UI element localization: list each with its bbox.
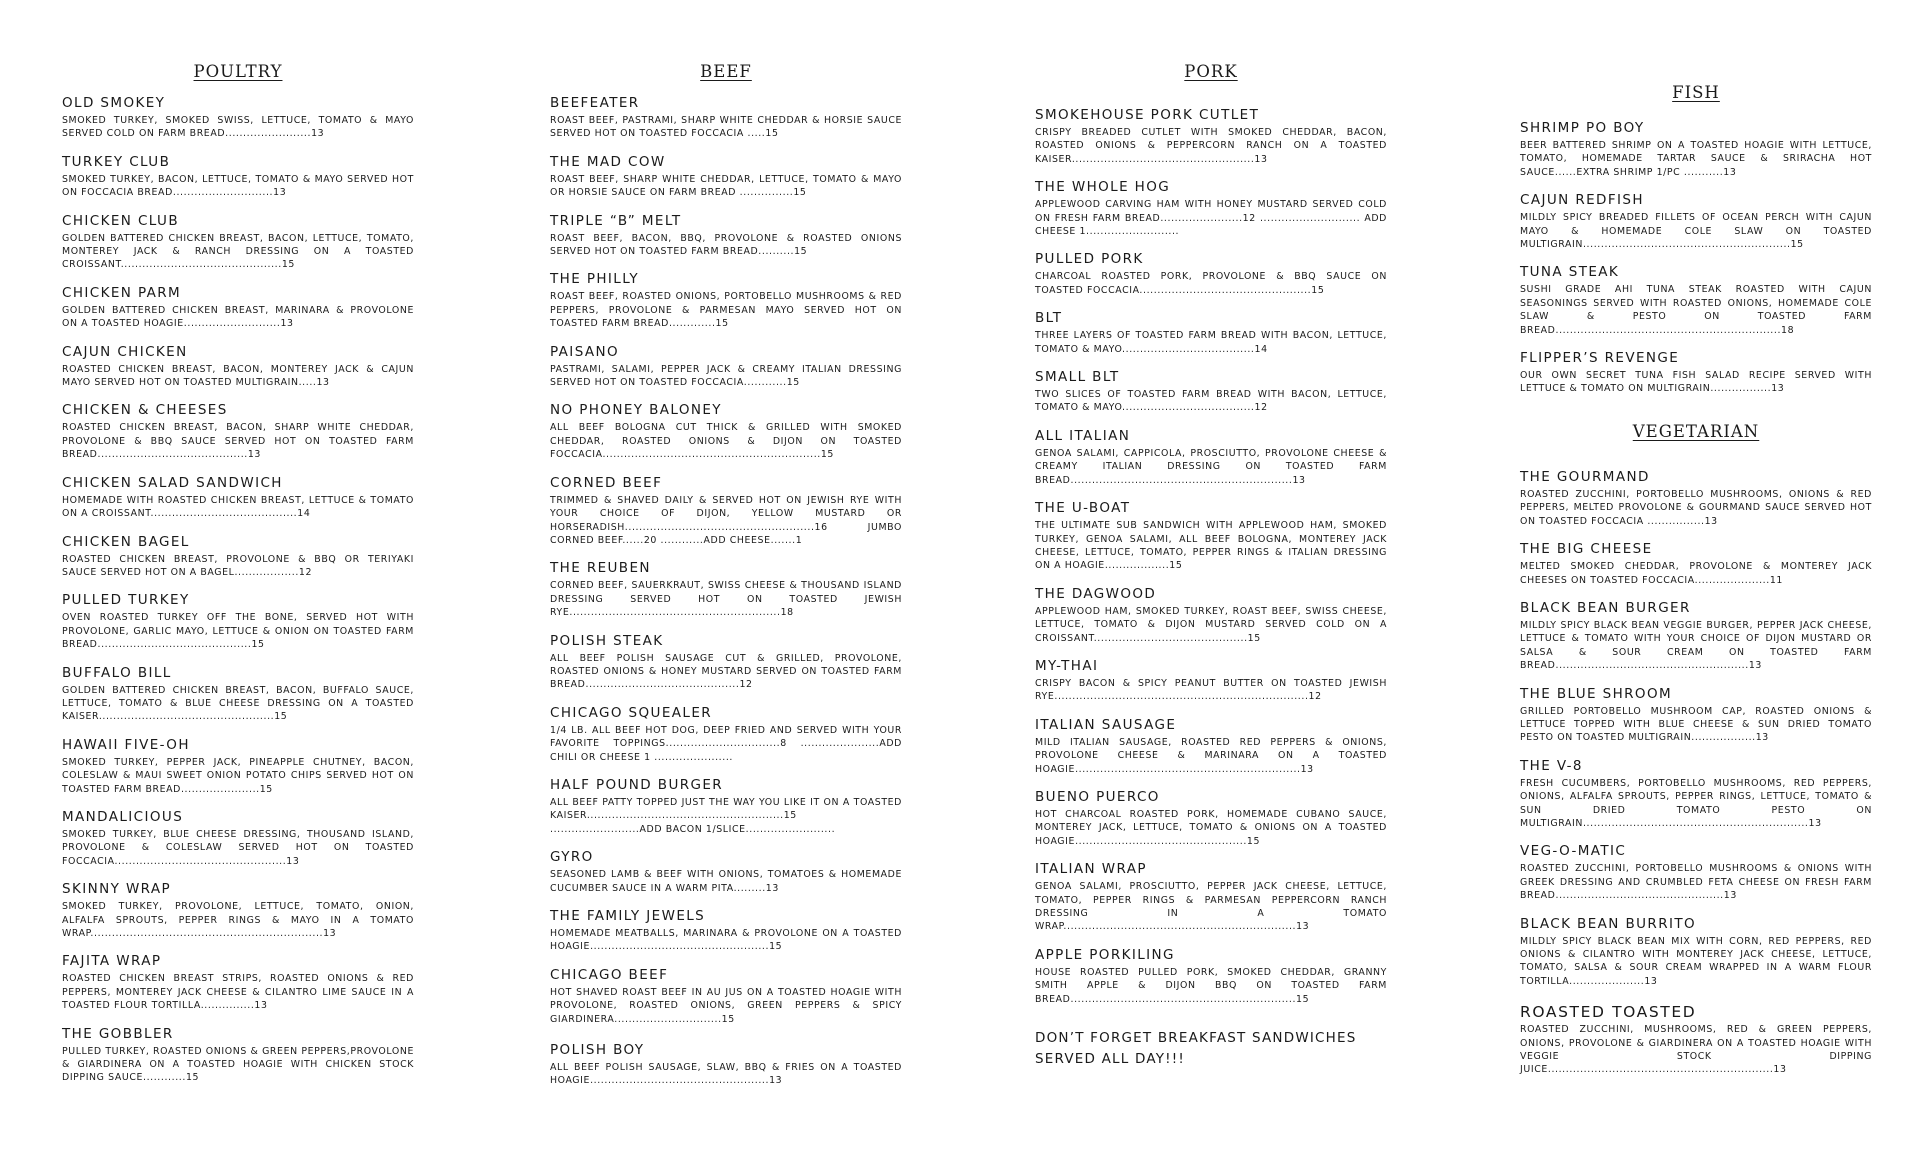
- menu-item: [550, 849, 902, 895]
- menu-item-name: BLT: [1035, 310, 1063, 327]
- menu-item: [1520, 469, 1872, 528]
- menu-item-description: ROASTED ZUCCHINI, PORTOBELLO MUSHROOMS & ONIONS WITH GREEK DRESSING AND CRUMBLED FETA CHEESE ON FRESH FARM BREAD...............................................13: [1520, 863, 1872, 902]
- menu-item-name: TRIPLE “B” MELT: [550, 212, 682, 229]
- menu-item: [1520, 686, 1872, 745]
- menu-item-description: MILDLY SPICY BLACK BEAN VEGGIE BURGER, PEPPER JACK CHEESE, LETTUCE & TOMATO WITH YOUR CHOICE OF DIJON MUSTARD OR SALSA & SOUR CREAM ON TOASTED FARM BREAD......................................................13: [1520, 619, 1872, 672]
- menu-item: [550, 967, 902, 1026]
- menu-item-name: CAJUN REDFISH: [1520, 192, 1644, 209]
- menu-column-beef: [550, 62, 902, 1101]
- menu-item-name: GYRO: [550, 849, 594, 866]
- menu-item: [1520, 1004, 1872, 1077]
- menu-item: [1520, 120, 1872, 179]
- menu-item-description: ROAST BEEF, SHARP WHITE CHEDDAR, LETTUCE, TOMATO & MAYO OR HORSIE SAUCE ON FARM BREAD ...............15: [550, 173, 902, 199]
- menu-item-name: POLISH BOY: [550, 1042, 645, 1059]
- menu-item-name: CHICKEN CLUB: [62, 212, 179, 229]
- menu-item-description: GENOA SALAMI, CAPPICOLA, PROSCIUTTO, PROVOLONE CHEESE & CREAMY ITALIAN DRESSING ON TOASTED FARM BREAD..............................................................13: [1035, 447, 1387, 486]
- menu-item-description: SEASONED LAMB & BEEF WITH ONIONS, TOMATOES & HOMEMADE CUCUMBER SAUCE IN A WARM PITA.........13: [550, 869, 902, 894]
- menu-item: [62, 534, 414, 580]
- menu-item: [550, 95, 902, 141]
- menu-item-description: BEER BATTERED SHRIMP ON A TOASTED HOAGIE WITH LETTUCE, TOMATO, HOMEMADE TARTAR SAUCE & SRIRACHA HOT SAUCE......EXTRA SHRIMP 1/PC ...........13: [1520, 140, 1872, 178]
- menu-item-description: SMOKED TURKEY, PROVOLONE, LETTUCE, TOMATO, ONION, ALFALFA SPROUTS, PEPPER RINGS & MAYO IN A TOMATO WRAP.................................................................13: [62, 901, 414, 939]
- menu-item-description: TWO SLICES OF TOASTED FARM BREAD WITH BACON, LETTUCE, TOMATO & MAYO.....................................12: [1035, 389, 1387, 414]
- menu-item: [1520, 541, 1872, 587]
- menu-item-name: BLACK BEAN BURGER: [1520, 599, 1691, 616]
- menu-item-name: BLACK BEAN BURRITO: [1520, 915, 1697, 932]
- menu-item-description: SMOKED TURKEY, BLUE CHEESE DRESSING, THOUSAND ISLAND, PROVOLONE & COLESLAW SERVED HOT ON TOASTED FOCCACIA................................................13: [62, 828, 414, 867]
- menu-item-description: OVEN ROASTED TURKEY OFF THE BONE, SERVED HOT WITH PROVOLONE, GARLIC MAYO, LETTUCE & ONION ON TOASTED FARM BREAD...........................................15: [62, 612, 414, 651]
- menu-item: [1520, 264, 1872, 337]
- menu-item-description: GOLDEN BATTERED CHICKEN BREAST, BACON, LETTUCE, TOMATO, MONTEREY JACK & RANCH DRESSING ON A TOASTED CROISSANT.............................................15: [62, 232, 414, 271]
- menu-item-name: PULLED PORK: [1035, 251, 1144, 268]
- menu-item-description: CRISPY BREADED CUTLET WITH SMOKED CHEDDAR, BACON, ROASTED ONIONS & PEPPERCORN RANCH ON A TOASTED KAISER...................................................13: [1035, 127, 1387, 165]
- menu-item-description: THE ULTIMATE SUB SANDWICH WITH APPLEWOOD HAM, SMOKED TURKEY, GENOA SALAMI, ALL BEEF BOLOGNA, MONTEREY JACK CHEESE, LETTUCE, TOMATO, PEPPER RINGS & ITALIAN DRESSING ON A HOAGIE..................15: [1035, 520, 1387, 572]
- menu-item-description: FRESH CUCUMBERS, PORTOBELLO MUSHROOMS, RED PEPPERS, ONIONS, ALFALFA SPROUTS, PEPPER RINGS, LETTUCE, TOMATO & SUN DRIED TOMATO PESTO ON MULTIGRAIN...............................................................13: [1520, 777, 1872, 829]
- menu-item-name: SMOKEHOUSE PORK CUTLET: [1035, 107, 1260, 123]
- menu-item-name: BUFFALO BILL: [62, 664, 172, 681]
- menu-item: [550, 344, 902, 390]
- menu-item: [62, 475, 414, 521]
- menu-item: [62, 154, 414, 200]
- menu-item: [1035, 310, 1387, 356]
- section-title: POULTRY: [193, 62, 283, 81]
- menu-item-description: ALL BEEF PATTY TOPPED JUST THE WAY YOU LIKE IT ON A TOASTED KAISER.......................................................15 .........................ADD BACON 1/SLICE.........................: [550, 796, 902, 835]
- section-title: PORK: [1184, 62, 1238, 81]
- menu-item: [1520, 916, 1872, 989]
- menu-item-description: CORNED BEEF, SAUERKRAUT, SWISS CHEESE & THOUSAND ISLAND DRESSING SERVED HOT ON TOASTED JEWISH RYE...........................................................18: [550, 580, 902, 619]
- menu-item-description: ROASTED CHICKEN BREAST, BACON, SHARP WHITE CHEDDAR, PROVOLONE & BBQ SAUCE SERVED HOT ON TOASTED FARM BREAD..........................................13: [62, 422, 414, 461]
- menu-item-name: CORNED BEEF: [550, 474, 663, 491]
- menu-item-name: POLISH STEAK: [550, 632, 664, 649]
- menu-item: [1520, 600, 1872, 673]
- menu-item: [550, 213, 902, 259]
- menu-item-description: SUSHI GRADE AHI TUNA STEAK ROASTED WITH CAJUN SEASONINGS SERVED WITH ROASTED ONIONS, HOMEMADE COLE SLAW & PESTO ON TOASTED FARM BREAD...............................................................18: [1520, 284, 1872, 336]
- menu-item: [1520, 758, 1872, 831]
- menu-item: [550, 154, 902, 200]
- menu-item: [1035, 586, 1387, 645]
- menu-item-name: CHICAGO BEEF: [550, 966, 669, 983]
- breakfast-note: DON’T FORGET BREAKFAST SANDWICHES SERVED ALL DAY!!!: [1035, 1030, 1357, 1068]
- menu-item-name: THE GOBBLER: [62, 1025, 174, 1042]
- menu-item-name: ROASTED TOASTED: [1520, 1003, 1697, 1022]
- menu-item-name: BEEFEATER: [550, 95, 640, 111]
- menu-item-name: CHICKEN & CHEESES: [62, 402, 228, 419]
- menu-item-description: HOMEMADE MEATBALLS, MARINARA & PROVOLONE ON A TOASTED HOAGIE..................................................15: [550, 928, 902, 953]
- menu-item: [1035, 107, 1387, 166]
- menu-item-name: ALL ITALIAN: [1035, 427, 1131, 444]
- menu-item-name: THE GOURMAND: [1520, 468, 1650, 485]
- menu-item: [1035, 428, 1387, 487]
- menu-item-name: CHICKEN PARM: [62, 284, 182, 301]
- menu-item-name: THE U-BOAT: [1035, 500, 1131, 517]
- menu-item: [1035, 789, 1387, 848]
- menu-item: [550, 705, 902, 764]
- menu-item-description: SMOKED TURKEY, SMOKED SWISS, LETTUCE, TOMATO & MAYO SERVED COLD ON FARM BREAD........................13: [62, 115, 414, 140]
- menu-item: [62, 737, 414, 796]
- menu-item-name: CHICKEN SALAD SANDWICH: [62, 474, 283, 491]
- menu-item: [62, 1026, 414, 1085]
- menu-item-description: APPLEWOOD HAM, SMOKED TURKEY, ROAST BEEF, SWISS CHEESE, LETTUCE, TOMATO & DIJON MUSTARD SERVED COLD ON A CROISSANT...........................................15: [1035, 605, 1387, 644]
- menu-item-name: THE V-8: [1520, 757, 1583, 774]
- menu-item-description: ROASTED CHICKEN BREAST, PROVOLONE & BBQ OR TERIYAKI SAUCE SERVED HOT ON A BAGEL..................12: [62, 553, 414, 578]
- menu-item-description: HOT CHARCOAL ROASTED PORK, HOMEMADE CUBANO SAUCE, MONTEREY JACK, LETTUCE, TOMATO & ONIONS ON A TOASTED HOAGIE................................................15: [1035, 808, 1387, 847]
- menu-item-description: ALL BEEF POLISH SAUSAGE, SLAW, BBQ & FRIES ON A TOASTED HOAGIE..................................................13: [550, 1062, 902, 1087]
- menu-item-name: THE BLUE SHROOM: [1520, 685, 1673, 702]
- menu-item: [550, 560, 902, 619]
- menu-item-description: MELTED SMOKED CHEDDAR, PROVOLONE & MONTEREY JACK CHEESES ON TOASTED FOCCACIA.....................11: [1520, 561, 1872, 586]
- menu-item-name: THE BIG CHEESE: [1520, 541, 1653, 558]
- menu-item-name: MANDALICIOUS: [62, 808, 184, 825]
- menu-item: [550, 777, 902, 836]
- menu-item-name: ITALIAN WRAP: [1035, 861, 1147, 878]
- menu-item: [1520, 350, 1872, 396]
- menu-item-description: GOLDEN BATTERED CHICKEN BREAST, BACON, BUFFALO SAUCE, LETTUCE, TOMATO & BLUE CHEESE DRESSING ON A TOASTED KAISER.................................................15: [62, 684, 414, 723]
- menu-item-name: THE DAGWOOD: [1035, 585, 1157, 602]
- menu-item: [62, 953, 414, 1012]
- menu-item-name: THE WHOLE HOG: [1035, 179, 1171, 196]
- menu-item-name: SKINNY WRAP: [62, 881, 172, 898]
- menu-column-fish: [1520, 83, 1872, 1090]
- menu-item-description: MILDLY SPICY BLACK BEAN MIX WITH CORN, RED PEPPERS, RED ONIONS & CILANTRO WITH MONTEREY JACK CHEESE, LETTUCE, TOMATO, SALSA & SOUR CREAM WRAPPED IN A WARM FLOUR TORTILLA.....................13: [1520, 935, 1872, 987]
- menu-item: [1035, 947, 1387, 1006]
- menu-item-description: 1/4 LB. ALL BEEF HOT DOG, DEEP FRIED AND SERVED WITH YOUR FAVORITE TOPPINGS................................8 ......................ADD CHILI OR CHEESE 1 ......................: [550, 724, 902, 763]
- menu-item-name: FLIPPER’S REVENGE: [1520, 350, 1680, 367]
- menu-item-name: THE PHILLY: [550, 271, 639, 288]
- menu-item-name: PAISANO: [550, 343, 620, 360]
- section-title: VEGETARIAN: [1632, 421, 1760, 441]
- menu-item-description: ROAST BEEF, BACON, BBQ, PROVOLONE & ROASTED ONIONS SERVED HOT ON TOASTED FARM BREAD..........15: [550, 232, 902, 258]
- menu-item-description: CHARCOAL ROASTED PORK, PROVOLONE & BBQ SAUCE ON TOASTED FOCCACIA................................................15: [1035, 271, 1387, 296]
- menu-item: [1035, 717, 1387, 776]
- menu-item-name: CHICKEN BAGEL: [62, 533, 190, 550]
- menu-item-description: ROASTED CHICKEN BREAST, BACON, MONTEREY JACK & CAJUN MAYO SERVED HOT ON TOASTED MULTIGRAIN.....13: [62, 363, 414, 389]
- menu-item: [62, 402, 414, 461]
- menu-item-name: VEG-O-MATIC: [1520, 843, 1627, 860]
- menu-item-description: OUR OWN SECRET TUNA FISH SALAD RECIPE SERVED WITH LETTUCE & TOMATO ON MULTIGRAIN.................13: [1520, 370, 1872, 395]
- menu-item-name: MY-THAI: [1035, 657, 1099, 674]
- menu-item: [550, 633, 902, 692]
- menu-item: [62, 592, 414, 651]
- menu-item-name: HAWAII FIVE-OH: [62, 736, 190, 753]
- menu-item-description: ALL BEEF BOLOGNA CUT THICK & GRILLED WITH SMOKED CHEDDAR, ROASTED ONIONS & DIJON ON TOASTED FOCCACIA.............................................................15: [550, 422, 902, 461]
- menu-item-name: CHICAGO SQUEALER: [550, 704, 713, 721]
- menu-item-description: HOMEMADE WITH ROASTED CHICKEN BREAST, LETTUCE & TOMATO ON A CROISSANT.........................................14: [62, 494, 414, 520]
- menu-item: [62, 809, 414, 868]
- menu-item-name: SMALL BLT: [1035, 369, 1120, 386]
- menu-item-description: GOLDEN BATTERED CHICKEN BREAST, MARINARA & PROVOLONE ON A TOASTED HOAGIE...........................13: [62, 304, 414, 330]
- menu-item-description: ROASTED CHICKEN BREAST STRIPS, ROASTED ONIONS & RED PEPPERS, MONTEREY JACK CHEESE & CILANTRO LIME SAUCE IN A TOASTED FLOUR TORTILLA...............13: [62, 973, 414, 1012]
- menu-item-name: HALF POUND BURGER: [550, 776, 724, 793]
- menu-item-description: TRIMMED & SHAVED DAILY & SERVED HOT ON JEWISH RYE WITH YOUR CHOICE OF DIJON, YELLOW MUSTARD OR HORSERADISH.....................................................16 JUMBO CORNED BEEF......20 ............ADD CHEESE.......1: [550, 494, 902, 546]
- menu-item-description: CRISPY BACON & SPICY PEANUT BUTTER ON TOASTED JEWISH RYE.......................................................................12: [1035, 677, 1387, 703]
- menu-item: [1035, 861, 1387, 934]
- menu-item: [62, 95, 414, 141]
- menu-item-name: THE FAMILY JEWELS: [550, 908, 706, 924]
- menu-item: [1520, 192, 1872, 251]
- menu-item: [1520, 843, 1872, 902]
- menu-item-description: GRILLED PORTOBELLO MUSHROOM CAP, ROASTED ONIONS & LETTUCE TOPPED WITH BLUE CHEESE & SUN DRIED TOMATO PESTO ON TOASTED MULTIGRAIN..................13: [1520, 705, 1872, 744]
- menu-item: [550, 402, 902, 461]
- menu-item: [550, 1042, 902, 1088]
- menu-item: [550, 475, 902, 548]
- section-title: FISH: [1672, 83, 1720, 102]
- menu-item-description: THREE LAYERS OF TOASTED FARM BREAD WITH BACON, LETTUCE, TOMATO & MAYO.....................................14: [1035, 330, 1387, 355]
- menu-item-description: APPLEWOOD CARVING HAM WITH HONEY MUSTARD SERVED COLD ON FRESH FARM BREAD.......................12 ............................ ADD CHEESE 1..........................: [1035, 199, 1387, 238]
- menu-item-description: ROASTED ZUCCHINI, PORTOBELLO MUSHROOMS, ONIONS & RED PEPPERS, MELTED PROVOLONE & GOURMAND SAUCE SERVED HOT ON TOASTED FOCCACIA ................13: [1520, 488, 1872, 527]
- menu-item: [62, 344, 414, 390]
- menu-item: [62, 665, 414, 724]
- menu-item-name: BUENO PUERCO: [1035, 788, 1160, 805]
- menu-item-description: ROAST BEEF, PASTRAMI, SHARP WHITE CHEDDAR & HORSIE SAUCE SERVED HOT ON TOASTED FOCCACIA .....15: [550, 115, 902, 140]
- menu-item-name: FAJITA WRAP: [62, 953, 162, 970]
- menu-item: [62, 285, 414, 331]
- menu-item-name: APPLE PORKILING: [1035, 946, 1175, 963]
- menu-item-name: SHRIMP PO BOY: [1520, 120, 1645, 136]
- menu-item-name: CAJUN CHICKEN: [62, 343, 188, 360]
- menu-item-description: SMOKED TURKEY, BACON, LETTUCE, TOMATO & MAYO SERVED HOT ON FOCCACIA BREAD............................13: [62, 173, 414, 199]
- menu-item-name: NO PHONEY BALONEY: [550, 402, 722, 419]
- menu-item: [550, 271, 902, 330]
- menu-item-description: ALL BEEF POLISH SAUSAGE CUT & GRILLED, PROVOLONE, ROASTED ONIONS & HONEY MUSTARD SERVED ON TOASTED FARM BREAD...........................................12: [550, 652, 902, 691]
- section-title: BEEF: [700, 62, 752, 81]
- menu-column-poultry: [62, 62, 414, 1098]
- menu-item: [1035, 500, 1387, 573]
- menu-item-description: HOUSE ROASTED PULLED PORK, SMOKED CHEDDAR, GRANNY SMITH APPLE & DIJON BBQ ON TOASTED FARM BREAD...............................................................15: [1035, 966, 1387, 1005]
- menu-item-description: ROASTED ZUCCHINI, MUSHROOMS, RED & GREEN PEPPERS, ONIONS, PROVOLONE & GIARDINERA ON A TOASTED HOAGIE WITH VEGGIE STOCK DIPPING JUICE...............................................................13: [1520, 1024, 1872, 1076]
- menu-item-name: PULLED TURKEY: [62, 592, 190, 609]
- menu-item-name: TURKEY CLUB: [62, 153, 171, 170]
- menu-item-name: OLD SMOKEY: [62, 95, 166, 111]
- menu-item: [62, 213, 414, 272]
- menu-item: [550, 908, 902, 954]
- menu-item-description: MILD ITALIAN SAUSAGE, ROASTED RED PEPPERS & ONIONS, PROVOLONE CHEESE & MARINARA ON A TOASTED HOAGIE...............................................................13: [1035, 736, 1387, 775]
- menu-item-description: GENOA SALAMI, PROSCIUTTO, PEPPER JACK CHEESE, LETTUCE, TOMATO, PEPPER RINGS & PARMESAN PEPPERCORN RANCH DRESSING IN A TOMATO WRAP.................................................................13: [1035, 881, 1387, 933]
- menu-item: [1035, 251, 1387, 297]
- menu-item-description: ROAST BEEF, ROASTED ONIONS, PORTOBELLO MUSHROOMS & RED PEPPERS, PROVOLONE & PARMESAN MAYO SERVED HOT ON TOASTED FARM BREAD.............15: [550, 291, 902, 330]
- menu-item: [1035, 658, 1387, 704]
- menu-item-description: HOT SHAVED ROAST BEEF IN AU JUS ON A TOASTED HOAGIE WITH PROVOLONE, ROASTED ONIONS, GREEN PEPPERS & SPICY GIARDINERA..............................15: [550, 986, 902, 1025]
- menu-item: [62, 881, 414, 940]
- menu-item-description: MILDLY SPICY BREADED FILLETS OF OCEAN PERCH WITH CAJUN MAYO & HOMEMADE COLE SLAW ON TOASTED MULTIGRAIN..........................................................15: [1520, 212, 1872, 251]
- menu-item-description: PULLED TURKEY, ROASTED ONIONS & GREEN PEPPERS,PROVOLONE & GIARDINERA ON A TOASTED HOAGIE WITH CHICKEN STOCK DIPPING SAUCE............15: [62, 1045, 414, 1084]
- menu-item-name: THE REUBEN: [550, 560, 651, 577]
- menu-item: [1035, 369, 1387, 415]
- menu-item-name: ITALIAN SAUSAGE: [1035, 716, 1177, 733]
- menu-column-pork: [1035, 62, 1387, 1070]
- menu-item-description: PASTRAMI, SALAMI, PEPPER JACK & CREAMY ITALIAN DRESSING SERVED HOT ON TOASTED FOCCACIA............15: [550, 363, 902, 389]
- menu-item-description: SMOKED TURKEY, PEPPER JACK, PINEAPPLE CHUTNEY, BACON, COLESLAW & MAUI SWEET ONION POTATO CHIPS SERVED HOT ON TOASTED FARM BREAD......................15: [62, 756, 414, 795]
- menu-item: [1035, 179, 1387, 238]
- menu-item-name: THE MAD COW: [550, 153, 666, 170]
- menu-item-name: TUNA STEAK: [1520, 264, 1620, 281]
